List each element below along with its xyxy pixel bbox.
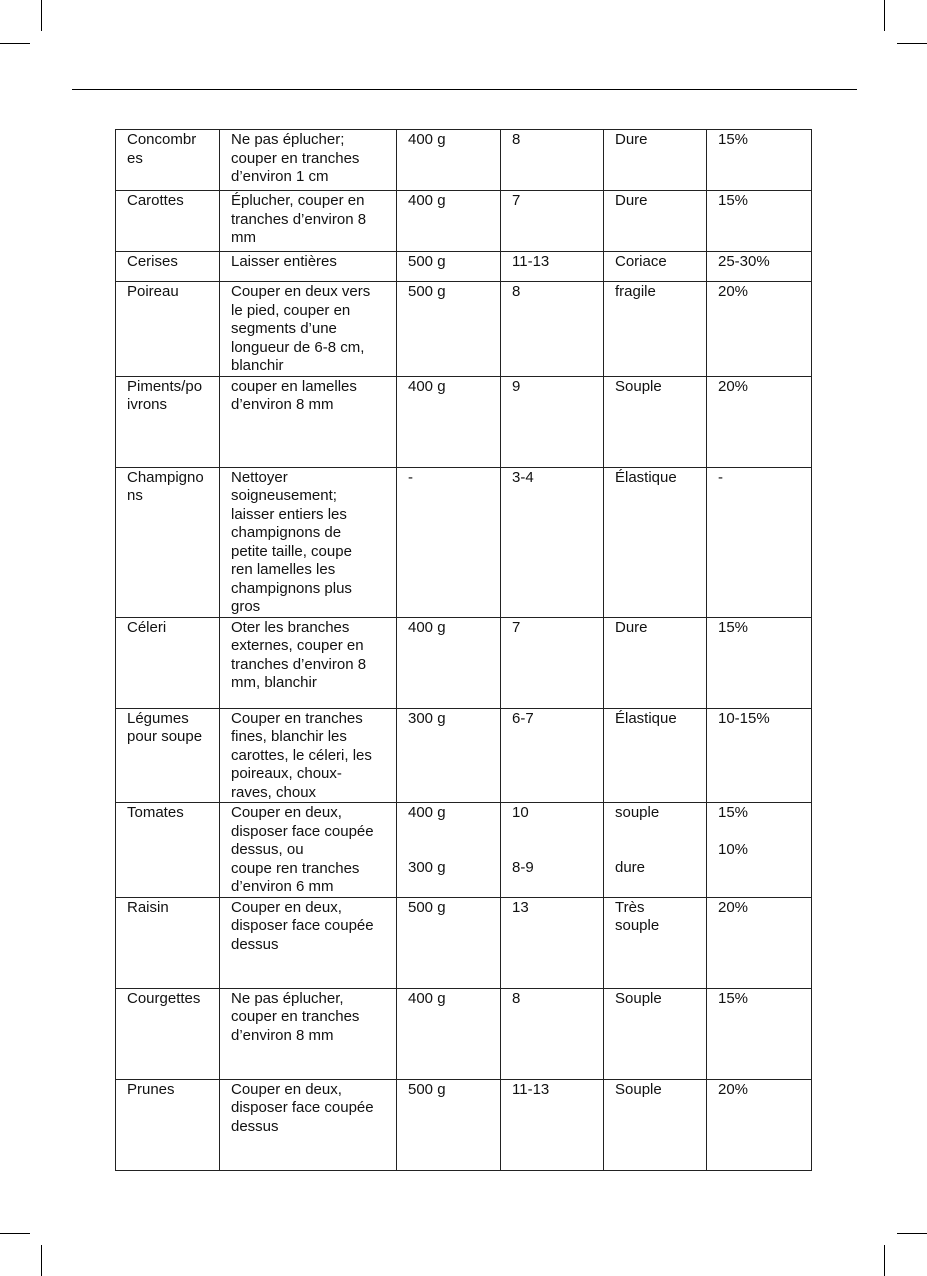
table-row [116, 897, 812, 988]
table-row [116, 376, 812, 467]
texture: Élastique [604, 708, 707, 803]
table-row [116, 988, 812, 1079]
food-name: Carottes [116, 191, 220, 252]
drying-table [115, 129, 812, 1171]
quantity: 400 g [397, 617, 501, 708]
time-option: 8-9 [512, 858, 534, 876]
crop-mark [41, 0, 42, 31]
quantity: 400 g [397, 988, 501, 1079]
quantity: 400 g [397, 376, 501, 467]
percentage: 15% [707, 191, 812, 252]
preparation: Éplucher, couper en tranches d’environ 8 mm [220, 191, 397, 252]
drying-time [501, 803, 604, 898]
texture: Souple [604, 988, 707, 1079]
crop-mark [884, 1245, 885, 1276]
food-name: Prunes [116, 1079, 220, 1170]
preparation: couper en lamelles d’environ 8 mm [220, 376, 397, 467]
preparation: Ne pas éplucher, couper en tranches d’environ 8 mm [220, 988, 397, 1079]
quantity: - [397, 467, 501, 617]
drying-time: 6-7 [501, 708, 604, 803]
time-option: 10 [512, 804, 529, 821]
food-name: Concombr es [116, 130, 220, 191]
quantity: 500 g [397, 252, 501, 282]
table-row [116, 1079, 812, 1170]
percentage: 20% [707, 376, 812, 467]
percentage-option: 10% [718, 840, 749, 858]
preparation: Couper en deux, disposer face coupée dessus [220, 897, 397, 988]
texture [604, 803, 707, 898]
quantity-option: 300 g [408, 858, 446, 876]
table-row [116, 130, 812, 191]
quantity-option: 400 g [408, 804, 446, 821]
table-row [116, 617, 812, 708]
drying-time: 8 [501, 988, 604, 1079]
table-row [116, 803, 812, 898]
quantity: 400 g [397, 130, 501, 191]
table-row [116, 708, 812, 803]
crop-mark [0, 1233, 30, 1234]
texture: Souple [604, 1079, 707, 1170]
percentage: 15% [707, 130, 812, 191]
texture-option: dure [615, 858, 646, 876]
drying-time: 11-13 [501, 1079, 604, 1170]
quantity: 500 g [397, 282, 501, 377]
table-row [116, 282, 812, 377]
drying-time: 8 [501, 130, 604, 191]
quantity: 500 g [397, 897, 501, 988]
percentage-option: 15% [718, 804, 749, 821]
percentage: 20% [707, 1079, 812, 1170]
quantity: 500 g [397, 1079, 501, 1170]
header-rule [72, 89, 857, 90]
food-name: Tomates [116, 803, 220, 898]
crop-mark [897, 1233, 927, 1234]
percentage: 10-15% [707, 708, 812, 803]
crop-mark [884, 0, 885, 31]
percentage: - [707, 467, 812, 617]
percentage: 20% [707, 897, 812, 988]
crop-mark [41, 1245, 42, 1276]
texture: Coriace [604, 252, 707, 282]
table-row [116, 252, 812, 282]
quantity: 300 g [397, 708, 501, 803]
percentage: 15% [707, 617, 812, 708]
drying-time: 7 [501, 191, 604, 252]
table-row [116, 467, 812, 617]
preparation: Couper en deux, disposer face coupée dessus, ou coupe ren tranches d’environ 6 mm [220, 803, 397, 898]
percentage: 25-30% [707, 252, 812, 282]
preparation: Laisser entières [220, 252, 397, 282]
food-name: Raisin [116, 897, 220, 988]
preparation: Nettoyer soigneusement; laisser entiers les champignons de petite taille, coupe ren lamelles les champignons plus gros [220, 467, 397, 617]
texture: Dure [604, 191, 707, 252]
quantity [397, 803, 501, 898]
food-name: Légumes pour soupe [116, 708, 220, 803]
preparation: Oter les branches externes, couper en tranches d’environ 8 mm, blanchir [220, 617, 397, 708]
food-name: Champigno ns [116, 467, 220, 617]
crop-mark [897, 43, 927, 44]
texture: fragile [604, 282, 707, 377]
drying-time: 7 [501, 617, 604, 708]
food-name: Courgettes [116, 988, 220, 1079]
food-name: Piments/po ivrons [116, 376, 220, 467]
preparation: Couper en deux, disposer face coupée dessus [220, 1079, 397, 1170]
food-name: Céleri [116, 617, 220, 708]
percentage: 20% [707, 282, 812, 377]
food-name: Poireau [116, 282, 220, 377]
texture: Dure [604, 130, 707, 191]
texture: Souple [604, 376, 707, 467]
texture: Élastique [604, 467, 707, 617]
drying-time: 13 [501, 897, 604, 988]
percentage: 15% [707, 988, 812, 1079]
crop-mark [0, 43, 30, 44]
preparation: Couper en deux vers le pied, couper en segments d’une longueur de 6-8 cm, blanchir [220, 282, 397, 377]
texture: Très souple [604, 897, 707, 988]
texture-option: souple [615, 804, 660, 821]
drying-time: 11-13 [501, 252, 604, 282]
table-row [116, 191, 812, 252]
preparation: Couper en tranches fines, blanchir les carottes, le céleri, les poireaux, choux- raves, choux [220, 708, 397, 803]
drying-time: 9 [501, 376, 604, 467]
preparation: Ne pas éplucher; couper en tranches d’environ 1 cm [220, 130, 397, 191]
drying-time: 3-4 [501, 467, 604, 617]
quantity: 400 g [397, 191, 501, 252]
food-name: Cerises [116, 252, 220, 282]
percentage [707, 803, 812, 898]
drying-time: 8 [501, 282, 604, 377]
texture: Dure [604, 617, 707, 708]
